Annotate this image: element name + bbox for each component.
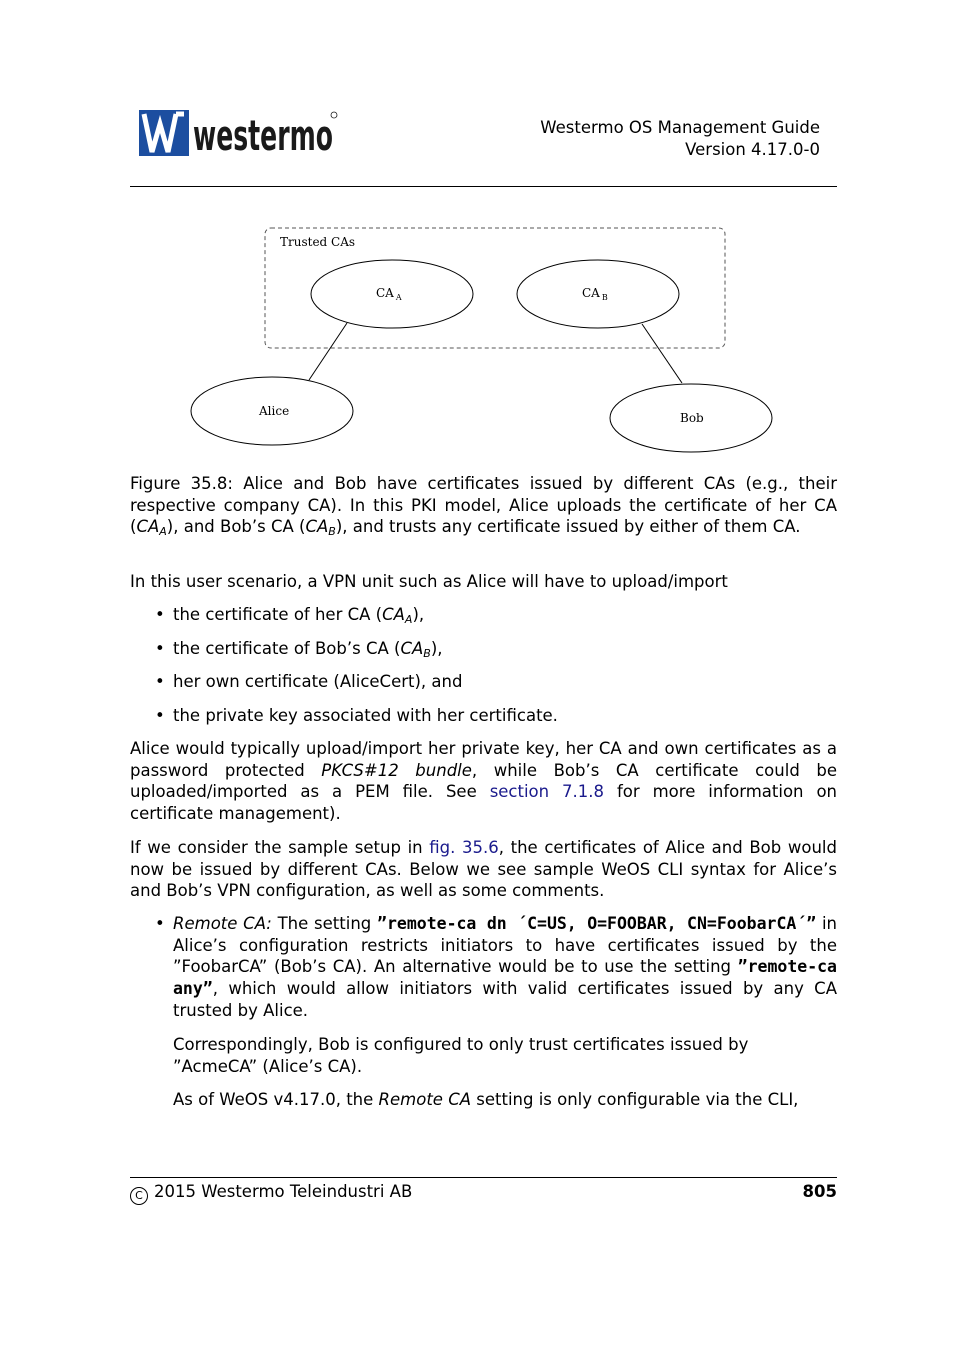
intro-paragraph: In this user scenario, a VPN unit such as Alice will have to upload/import	[130, 572, 728, 591]
document-header	[540, 117, 820, 161]
alice-label: Alice	[259, 404, 290, 418]
doc-title: Westermo OS Management Guide	[540, 118, 820, 137]
alice-ca-a-link	[309, 323, 347, 380]
doc-version: Version 4.17.0-0	[685, 140, 820, 159]
page-number: 805	[802, 1182, 837, 1201]
copyright-notice: C 2015 Westermo Teleindustri AB	[130, 1182, 412, 1205]
bob-label: Bob	[680, 411, 704, 425]
westermo-logo	[139, 110, 339, 158]
trusted-cas-label: Trusted CAs	[280, 235, 356, 249]
figure-caption: Figure 35.8: Alice and Bob have certificates issued by different CAs (e.g., their respective company CA). In this PKI model, Alice uploads the certificate of her CA $(CA_A)$, and Bob’s CA $(CA_B)$, and trusts any certificate issued by either of them CA.	[130, 474, 837, 539]
bob-ca-b-link	[642, 324, 682, 383]
pkcs12-paragraph: Alice would typically upload/import her private key, her CA and own certificates as a password protected PKCS#12 bundle, while Bob’s CA certificate could be uploaded/imported as a PEM file. See section 7.1.8 for more information on certificate management).	[130, 739, 837, 824]
footer-rule	[130, 1177, 837, 1178]
logo-wordmark: westermo	[193, 111, 333, 160]
figure-link[interactable]: fig. 35.6	[429, 838, 499, 857]
header-rule	[130, 186, 837, 187]
sample-setup-paragraph: If we consider the sample setup in fig. 35.6, the certificates of Alice and Bob would now be issued by different CAs. Below we see sample WeOS CLI syntax for Alice’s and Bob’s VPN configuration, as well as some comments.	[130, 838, 837, 901]
ca-b-label: CA $_B$	[582, 286, 608, 302]
ca-a-label: CA $_A$	[376, 286, 402, 302]
copyright-icon: C	[130, 1187, 148, 1205]
pki-diagram	[180, 215, 790, 465]
section-link[interactable]: section 7.1.8	[489, 782, 605, 802]
